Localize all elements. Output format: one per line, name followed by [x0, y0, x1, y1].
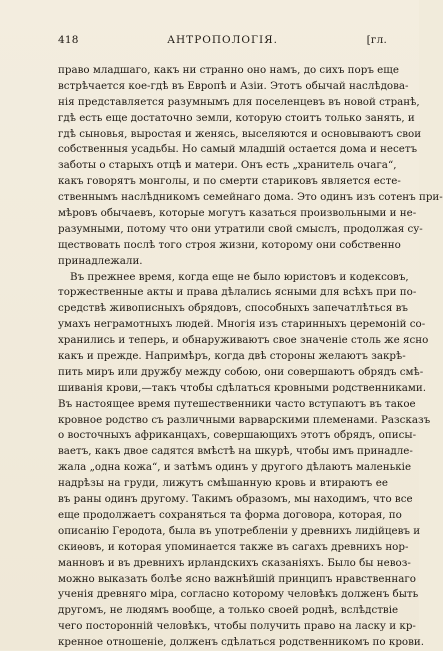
- text-line: еще продолжаетъ сохраняться та форма договора, которая, по: [58, 508, 402, 521]
- running-header: [58, 34, 387, 52]
- text-line: пить миръ или дружбу между собою, они совершаютъ обрядъ смѣ-: [58, 365, 424, 378]
- text-line: кренное отношеніе, долженъ сдѣлаться родственникомъ по крови.: [58, 636, 425, 649]
- text-line: гдѣ есть еще достаточно земли, которую стоитъ только занять, и: [58, 111, 415, 124]
- text-line: въ раны одинъ другому. Такимъ образомъ, мы находимъ, что все: [58, 493, 413, 506]
- text-line: собственныя усадьбы. Но самый младшій остается дома и несетъ: [58, 143, 418, 156]
- text-line: можно выказать болѣе ясно важнѣйшій принципъ нравственнаго: [58, 572, 416, 585]
- text-line: манновъ и въ древнихъ ирландскихъ сказаніяхъ. Было бы невоз-: [58, 556, 411, 569]
- text-line: разумными, потому что они утратили свой смыслъ, продолжая су-: [58, 222, 423, 235]
- text-line: какъ и прежде. Напримѣръ, когда двѣ стороны желаютъ закрѣ-: [58, 350, 406, 363]
- text-line: принадлежали.: [58, 254, 143, 267]
- body-text: [58, 63, 443, 651]
- text-line: хранились и теперь, и обнаруживаютъ свое значеніе столь же ясно: [58, 334, 429, 347]
- text-line: Въ настоящее время путешественники часто вступаютъ въ такое: [58, 397, 416, 410]
- text-line: описанію Геродота, была въ употребленіи у древнихъ лидійцевъ и: [58, 524, 421, 537]
- text-line: какъ говорятъ монголы, и по смерти стариковъ является есте-: [58, 175, 401, 188]
- text-line: надрѣзы на груди, лижутъ смѣшанную кровь и втираютъ ее: [58, 477, 388, 490]
- text-line: о восточныхъ африканцахъ, совершающихъ этотъ обрядъ, описы-: [58, 429, 417, 442]
- text-line: шиванія крови,—такъ чтобы сдѣлаться кровными родственниками.: [58, 381, 427, 394]
- text-line: мѣровъ обычаевъ, которые могутъ казаться произвольными и не-: [58, 207, 417, 220]
- text-line: ученія древняго міра, согласно которому человѣкъ долженъ быть: [58, 588, 419, 601]
- text-line: Въ прежнее время, когда еще не было юристовъ и кодексовъ,: [70, 270, 409, 283]
- text-line: ществовать послѣ того строя жизни, которому они собственно: [58, 238, 401, 251]
- text-line: торжественные акты и права дѣлались ясными для всѣхъ при по-: [58, 286, 417, 299]
- text-line: право младшаго, какъ ни странно оно намъ, до сихъ поръ еще: [58, 64, 399, 76]
- text-line: умахъ неграмотныхъ людей. Многія изъ старинныхъ церемоній со-: [58, 318, 426, 331]
- text-line: жала „одна кожа“, и затѣмъ одинъ у другого дѣлаютъ маленькіе: [58, 461, 412, 474]
- text-line: заботы о старыхъ отцѣ и матери. Онъ есть „хранитель очага“,: [58, 159, 397, 172]
- text-line: кровное родство съ различными варварскими племенами. Разсказъ: [58, 413, 431, 426]
- text-line: встрѣчается кое-гдѣ въ Европѣ и Азіи. Этотъ обычай наслѣдова-: [58, 79, 409, 92]
- text-line: средствѣ живописныхъ обрядовъ, способныхъ запечатлѣться въ: [58, 302, 408, 315]
- text-line: другомъ, не людямъ вообще, а только своей роднѣ, вслѣдствіе: [58, 604, 399, 617]
- text-line: чего посторонній человѣкъ, чтобы получить право на ласку и кр-: [58, 620, 416, 633]
- running-title: АНТРОПОЛОГІЯ.: [167, 34, 278, 46]
- page-number: 418: [58, 34, 79, 46]
- text-line: ваетъ, какъ двое садятся вмѣстѣ на шкурѣ, чтобы имъ принадле-: [58, 445, 413, 458]
- text-line: гдѣ сыновья, выростая и женясь, выселяются и основываютъ свои: [58, 127, 422, 140]
- text-line: нія представляется разумнымъ для поселенцевъ въ новой странѣ,: [58, 95, 420, 108]
- chapter-mark: [гл.: [366, 34, 387, 46]
- text-line: скиѳовъ, и которая упоминается также въ сагахъ древнихъ нор-: [58, 540, 409, 553]
- text-line: ственнымъ наслѣдникомъ семейнаго дома. Это одинъ изъ сотенъ при-: [58, 191, 443, 204]
